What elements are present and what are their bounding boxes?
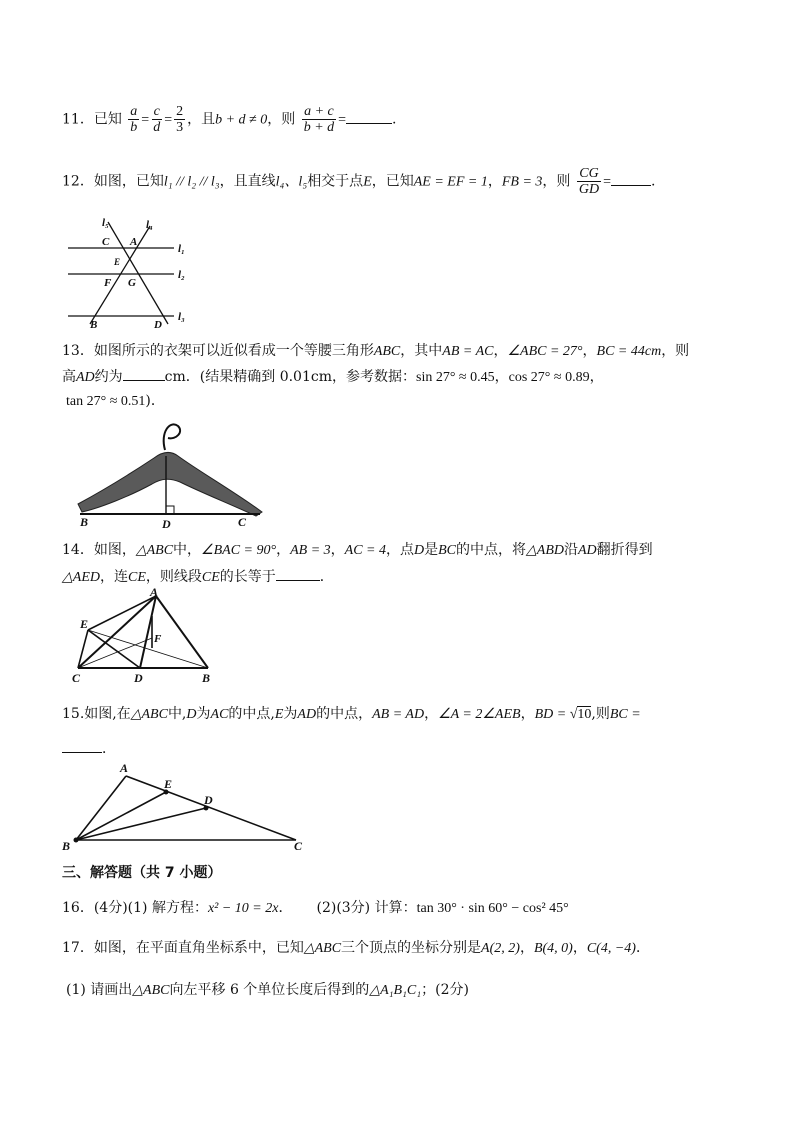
fraction-2-3 [174,104,185,135]
q13-reference: cos 27° ≈ 0.89 [508,370,590,385]
label-e: E [114,257,121,267]
q12-text: ，且直线 [219,173,276,190]
q12-text: 相交于点 [307,173,364,190]
question-15-line-2 [62,738,116,759]
sqrt-sign: √ [569,707,578,722]
label-c: C [102,236,110,248]
q14-text: ，连 [99,569,128,585]
point-b [74,838,79,843]
hanger-hook-icon [164,424,180,450]
q17-text: 三个顶点的坐标分别是 [341,940,482,956]
q11-text: ，则 [267,111,296,128]
q12-text: 如图，已知 [93,173,164,190]
fraction-a-b [128,104,139,135]
segment-ac [126,776,296,840]
fraction-denominator: b [130,120,138,135]
q15-point: E [274,707,284,722]
q17-sep: ， [572,940,587,956]
label-b: B [90,319,98,331]
q15-point: D [186,707,197,722]
q17-point-b: B(4, 0) [533,941,573,956]
q14-sep: ， [330,542,345,558]
label-g: G [128,277,136,289]
line-l5 [108,222,168,324]
q12-text: ，则 [542,173,571,190]
label-e: E [164,777,173,791]
q13-sep: ， [493,343,508,359]
q17-triangle-image: △A₁B₁C₁ [369,983,422,998]
label-d: D [204,793,213,807]
label-l4: l₄ [146,219,153,231]
q16-part1: (4分)(1) 解方程： [93,900,208,916]
label-d: D [154,319,162,331]
q13-sep: ， [494,369,509,385]
q15-equation: ∠A = 2∠AEB [438,707,521,722]
answer-blank[interactable] [346,109,392,124]
q13-sep: ， [589,369,604,385]
q15-segment: BC = [609,707,641,722]
q17-sub-text: (1) 请画出 [66,982,133,998]
equals-sign: = [603,174,612,190]
q15-text: 的中点， [316,706,373,722]
label-l2: l₂ [178,269,185,281]
q12-sep: ， [487,173,502,190]
q17-sub-text: ；(2分) [421,982,469,998]
q13-equation: AB = AC [442,344,494,359]
q14-equation: AC = 4 [344,543,386,558]
segment-be [76,792,166,840]
label-l5: l₅ [102,217,109,229]
q17-sep: ， [519,940,534,956]
label-c: C [294,839,303,853]
q14-point: D [414,543,425,558]
q11-text: ，且 [187,111,216,128]
q15-text: 为 [196,706,211,722]
q17-point-c: C(4, −4) [586,941,636,956]
question-13-line-1 [62,341,689,362]
q13-text: ，其中 [400,343,443,359]
q12-text: ，已知 [371,173,414,190]
fraction-denominator: d [153,120,161,135]
fraction-numerator: a + c [304,104,334,119]
q13-text: ，则 [661,343,690,359]
question-17-part-1 [66,980,469,1001]
label-l3: l₃ [178,311,185,323]
fraction-target [302,104,336,135]
segment-ab [156,596,208,668]
label-l1: l₁ [178,243,185,255]
q14-end: ． [319,569,334,585]
q17-triangle: △ABC [303,941,342,956]
q14-text: 的长等于 [219,569,276,585]
q11-lead: 已知 [93,111,122,128]
question-14-line-1 [62,540,653,561]
right-angle-mark [166,506,174,514]
question-16 [62,898,569,919]
q15-end: ． [102,741,116,757]
q13-text: cm．(结果精确到 0.01cm，参考数据： [164,369,416,385]
fraction-numerator: a [130,104,138,119]
q14-text: ，则线段 [145,569,202,585]
q14-text: 的中点，将 [456,542,527,558]
equals-sign: = [338,112,347,128]
q13-equation: ∠ABC = 27° [507,344,583,359]
q14-sep: ， [276,542,291,558]
label-a: A [120,762,129,775]
q15-text: 中, [167,706,187,722]
q17-point-a: A(2, 2) [481,941,520,956]
q13-sep: ， [582,343,597,359]
q14-text: 14．如图， [62,542,136,558]
q12-equation: AE = EF = 1 [413,174,488,190]
q15-segment: AC [210,707,229,722]
q15-text: 为 [283,706,298,722]
answer-blank[interactable] [611,171,651,186]
fraction-numerator: CG [579,166,599,181]
q14-segment: AD [578,543,597,558]
q17-sub-text: 向左平移 6 个单位长度后得到的 [169,982,370,998]
question-14-line-2 [62,566,334,588]
q16-end: ． [278,900,293,916]
figure-coat-hanger [70,412,270,532]
label-b: B [202,671,211,685]
segment-ad [140,596,156,668]
fraction-cg-gd [577,166,601,197]
q16-part2: (2)(3分) 计算： [316,900,417,916]
label-f: F [154,633,162,645]
q15-text: ,则 [591,706,610,722]
line-l4 [90,226,150,324]
q14-text: ，点 [386,542,414,558]
section-heading: 三、解答题（共 7 小题） [62,865,222,881]
q17-text: 17．如图，在平面直角坐标系中，已知 [62,940,304,956]
fraction-numerator: c [153,104,160,119]
label-b: B [62,839,71,853]
label-d: D [134,671,143,685]
fraction-denominator: 3 [176,120,184,135]
question-11: 11．已知 $\frac{a}{b}$ = $\frac{c}{d}$ = $\frac{2}{3}$ ，且b + d ≠ 0，则 $\frac{a + c}{b + d}$ = . [62,104,397,135]
answer-blank[interactable] [276,566,320,581]
label-e: E [80,617,89,631]
question-number: 12． [62,173,94,190]
label-a: A [150,586,159,599]
figure-triangle-abc [60,762,310,854]
segment-ea [88,596,156,630]
q15-text: 的中点, [228,706,275,722]
q13-reference: tan 27° ≈ 0.51 [66,394,146,409]
q14-text: 翻折得到 [596,542,653,558]
q12-parallel: l₁ // l₂ // l₃ [163,174,220,190]
figure-folded-triangle [68,586,220,688]
fraction-c-d [151,104,162,135]
q13-equation: BC = 44cm [596,344,662,359]
segment-ba [76,776,126,840]
q14-triangle: △ABD [526,543,564,558]
q12-lines: l₄、l₅ [275,174,308,190]
q13-segment: AD [76,370,95,385]
q13-text: 约为 [94,369,123,385]
q13-reference: sin 27° ≈ 0.45 [416,370,495,385]
question-number: 11． [62,111,94,128]
label-f: F [104,277,112,289]
answer-blank[interactable] [123,366,165,381]
q14-text: 沿 [564,542,578,558]
figure-parallel-lines [62,216,202,332]
q14-triangle: △AED [62,570,100,585]
q14-equation: ∠BAC = 90° [201,543,277,558]
label-c: C [238,515,247,529]
q14-text: 是 [424,542,439,558]
q17-triangle: △ABC [132,983,170,998]
question-12 [62,166,655,197]
fraction-denominator: b + d [303,120,335,135]
q13-text: 高 [62,369,76,385]
q15-equation: AB = AD [372,707,425,722]
q14-text: 中， [173,542,202,558]
q13-triangle: ABC [373,344,401,359]
q14-segment: CE [127,570,146,585]
q17-end: ． [635,940,650,956]
q15-segment: AD [297,707,317,722]
q13-text: 13．如图所示的衣架可以近似看成一个等腰三角形 [62,343,374,359]
q16-equation: x² − 10 = 2x [207,901,279,916]
q12-point: E [363,174,372,190]
question-17-line-1 [62,938,650,959]
label-a: A [130,236,138,248]
label-c: C [72,671,81,685]
q15-sep: ， [424,706,439,722]
q15-triangle: △ABC [130,707,168,722]
fraction-numerator: 2 [176,104,184,119]
q14-segment: BC [438,543,457,558]
question-13-line-3 [66,391,165,412]
q12-equation: FB = 3 [501,174,543,190]
q16-expression: tan 30° · sin 60° − cos² 45° [416,901,569,916]
q15-equation: BD = [534,707,570,722]
question-number: 16． [62,900,94,916]
question-13-line-2 [62,366,604,388]
question-15-line-1 [62,704,641,725]
label-d: D [162,517,171,531]
q14-equation: AB = 3 [290,543,331,558]
q13-end: )． [145,393,165,409]
q14-segment: CE [201,570,220,585]
sqrt-radicand: 10 [577,707,592,722]
q12-end: . [651,173,656,190]
answer-blank[interactable] [62,738,102,753]
label-b: B [80,515,89,529]
q15-text: 15.如图,在 [62,706,131,722]
segment-bd [76,808,206,840]
fraction-denominator: GD [578,182,600,197]
q15-sep: ， [520,706,535,722]
q11-condition: b + d ≠ 0 [215,112,268,128]
q11-end: . [392,111,397,128]
q14-triangle: △ABC [135,543,174,558]
